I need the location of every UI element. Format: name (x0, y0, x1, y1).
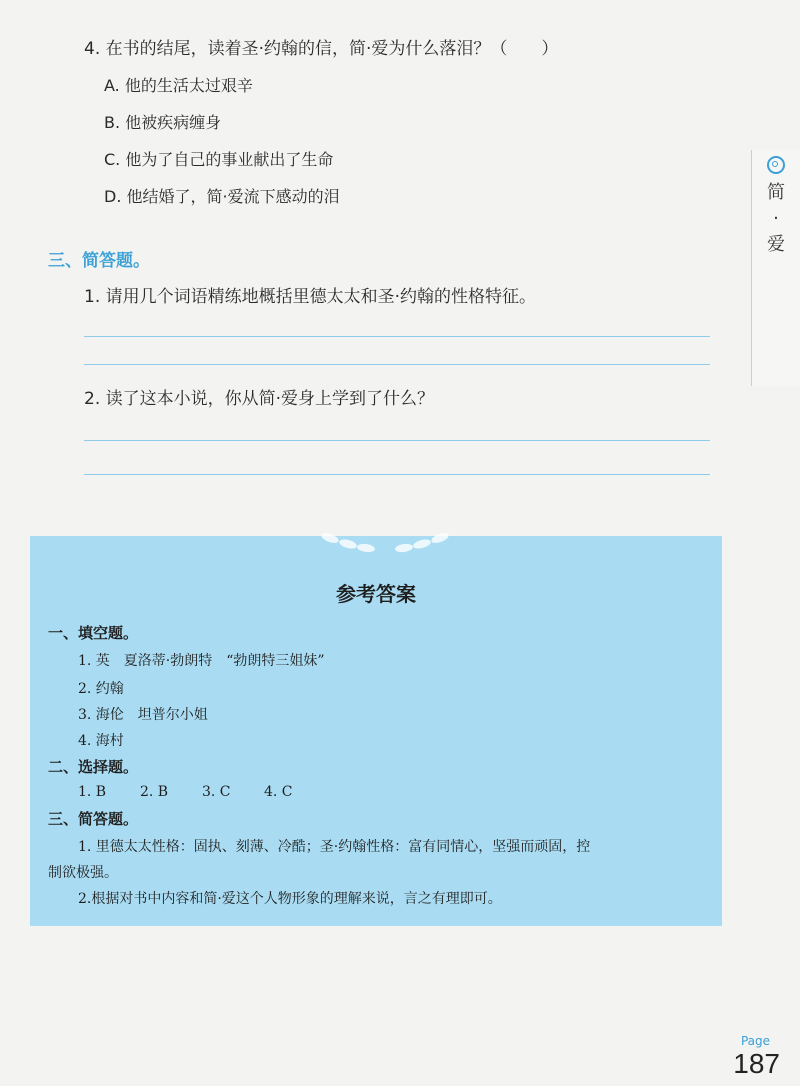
answer-line (84, 474, 710, 475)
short-question-2: 2. 读了这本小说，你从简·爱身上学到了什么？ (84, 389, 435, 409)
answer-box (30, 536, 722, 926)
answer-line (84, 440, 710, 441)
choice-answer: 3. C (202, 784, 231, 800)
short-answer-1: 1. 里德太太性格：固执、刻薄、冷酷；圣·约翰性格：富有同情心，坚强而顽固，控 (78, 839, 591, 855)
answer-title: 参考答案 (336, 582, 416, 606)
short-answer-1-cont: 制欲极强。 (48, 865, 118, 881)
short-heading: 三、简答题。 (48, 810, 139, 828)
fill-answer: 3. 海伦 坦普尔小姐 (78, 707, 208, 723)
page-number: 187 (733, 1048, 780, 1079)
section-title-short-answer: 三、简答题。 (48, 251, 150, 271)
choice-answer: 1. B (78, 784, 107, 800)
fill-heading: 一、填空题。 (48, 624, 139, 642)
fill-answer: 2. 约翰 (78, 681, 124, 697)
laurel-icon (310, 528, 460, 558)
fill-answer: 1. 英 夏洛蒂·勃朗特 “勃朗特三姐妹” (78, 653, 325, 669)
answer-line (84, 336, 710, 337)
option-a: A. 他的生活太过艰辛 (104, 76, 253, 95)
side-tab-char: 简 (767, 182, 785, 203)
short-answer-2: 2.根据对书中内容和简·爱这个人物形象的理解来说，言之有理即可。 (78, 891, 502, 907)
option-b: B. 他被疾病缠身 (104, 113, 222, 132)
option-c: C. 他为了自己的事业献出了生命 (104, 150, 334, 169)
option-d: D. 他结婚了，简·爱流下感动的泪 (104, 187, 340, 206)
fill-answer: 4. 海村 (78, 733, 124, 749)
choice-heading: 二、选择题。 (48, 758, 139, 776)
short-question-1: 1. 请用几个词语精练地概括里德太太和圣·约翰的性格特征。 (84, 287, 537, 307)
circle-icon (767, 156, 785, 174)
question-4 (84, 34, 558, 221)
page-label: Page (740, 1034, 770, 1048)
choice-answer: 2. B (140, 784, 169, 800)
side-tab-char: · (773, 208, 779, 229)
answer-line (84, 364, 710, 365)
side-tab-char: 爱 (767, 234, 785, 255)
choice-answer: 4. C (264, 784, 293, 800)
choice-answers (78, 784, 326, 800)
question-4-stem: 4. 在书的结尾，读着圣·约翰的信，简·爱为什么落泪？（ ） (84, 39, 559, 59)
side-tab (751, 150, 800, 386)
